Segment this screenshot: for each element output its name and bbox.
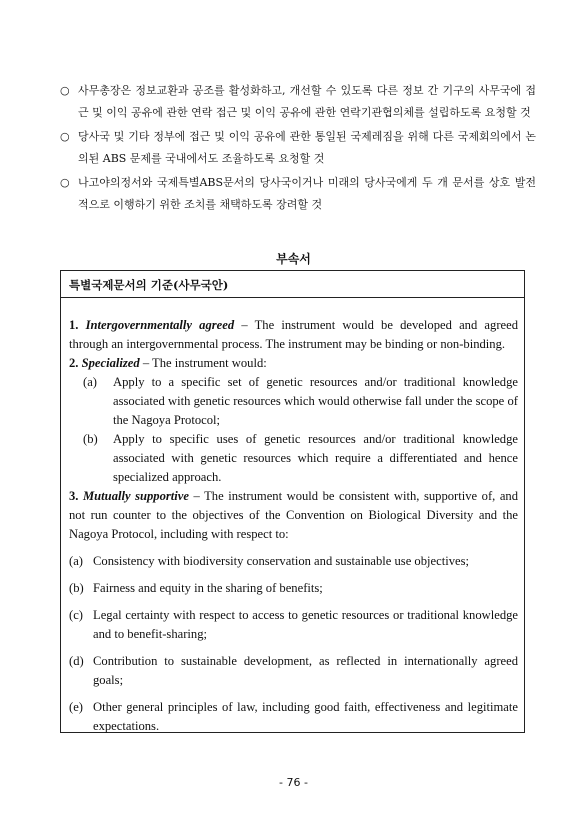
sub-label: (d) [69,654,84,668]
sub-label: (a) [83,375,97,389]
criterion-1 [69,316,518,354]
criterion-text: The instrument would be consistent with, supportive of, and not run counter to the objectives of the Convention on Biological Diversity and the Nagoya Protocol, including with respect to: [69,489,519,541]
criterion-3-sub-a [69,552,518,571]
bullet-item [58,80,536,124]
criterion-2-sub-a [69,373,518,430]
sub-text: Apply to specific uses of genetic resources and/or traditional knowledge associated with genetic resources which require a differentiated and hence specialized approach. [113,432,518,484]
criterion-3-sub-b [69,579,518,598]
sub-text: Apply to a specific set of genetic resources and/or traditional knowledge associated with genetic resources which would otherwise fall under the scope of the Nagoya Protocol; [113,375,518,427]
criterion-name: Mutually supportive [82,489,189,503]
bullet-item [58,126,536,170]
sub-text: Contribution to sustainable development, as reflected in internationally agreed goals; [93,654,518,687]
bullet-item [58,172,536,216]
bullet-text: 나고야의정서와 국제특별ABS문서의 당사국이거나 미래의 당사국에게 두 개 문서를 상호 발전적으로 이행하기 위한 조치를 채택하도록 장려할 것 [78,176,536,211]
page-number: - 76 - [279,776,308,789]
bullet-circle-icon: ○ [60,130,70,143]
criterion-text: The instrument would: [152,356,267,370]
sub-label: (b) [83,432,98,446]
criterion-dash: – [188,489,205,503]
sub-text: Consistency with biodiversity conservation and sustainable use objectives; [93,554,469,568]
sub-label: (b) [69,581,84,595]
annex-title: 부속서 [276,252,311,266]
criterion-number: 3. [69,489,79,503]
criterion-3 [69,487,518,544]
criterion-2-sub-b [69,430,518,487]
box-title: 특별국제문서의 기준(사무국안) [61,275,524,298]
criterion-name: Intergovernmentally agreed [85,318,235,332]
sub-label: (a) [69,554,83,568]
bullet-circle-icon: ○ [60,84,70,97]
sub-label: (c) [69,608,83,622]
criterion-number: 1. [69,318,79,332]
criterion-3-sub-c [69,606,518,644]
bullet-text: 당사국 및 기타 정부에 접근 및 이익 공유에 관한 통일된 국제레짐을 위해 다른 국제회의에서 논의된 ABS 문제를 국내에서도 조율하도록 요청할 것 [78,130,536,165]
criterion-3-sub-e [69,698,518,736]
criterion-name: Specialized [81,356,140,370]
criterion-dash: – [139,356,153,370]
criterion-text: The instrument would be developed and agreed through an intergovernmental process. The instrument may be binding or non-binding. [69,318,518,351]
criterion-dash: – [234,318,255,332]
criterion-number: 2. [69,356,79,370]
sub-text: Other general principles of law, including good faith, effectiveness and legitimate expectations. [93,700,518,733]
criteria-box [60,270,525,733]
sub-label: (e) [69,700,83,714]
bullet-list [58,80,536,218]
sub-text: Legal certainty with respect to access to genetic resources or traditional knowledge and to benefit-sharing; [93,608,518,641]
criterion-2 [69,354,518,373]
bullet-circle-icon: ○ [60,176,70,189]
bullet-text: 사무총장은 정보교환과 공조를 활성화하고, 개선할 수 있도록 다른 정보 간 기구의 사무국에 접근 및 이익 공유에 관한 연락 접근 및 이익 공유에 관한 연락기관협의체를 설립하도록 요청할 것 [78,84,536,119]
sub-text: Fairness and equity in the sharing of benefits; [93,581,323,595]
criterion-3-sub-d [69,652,518,690]
